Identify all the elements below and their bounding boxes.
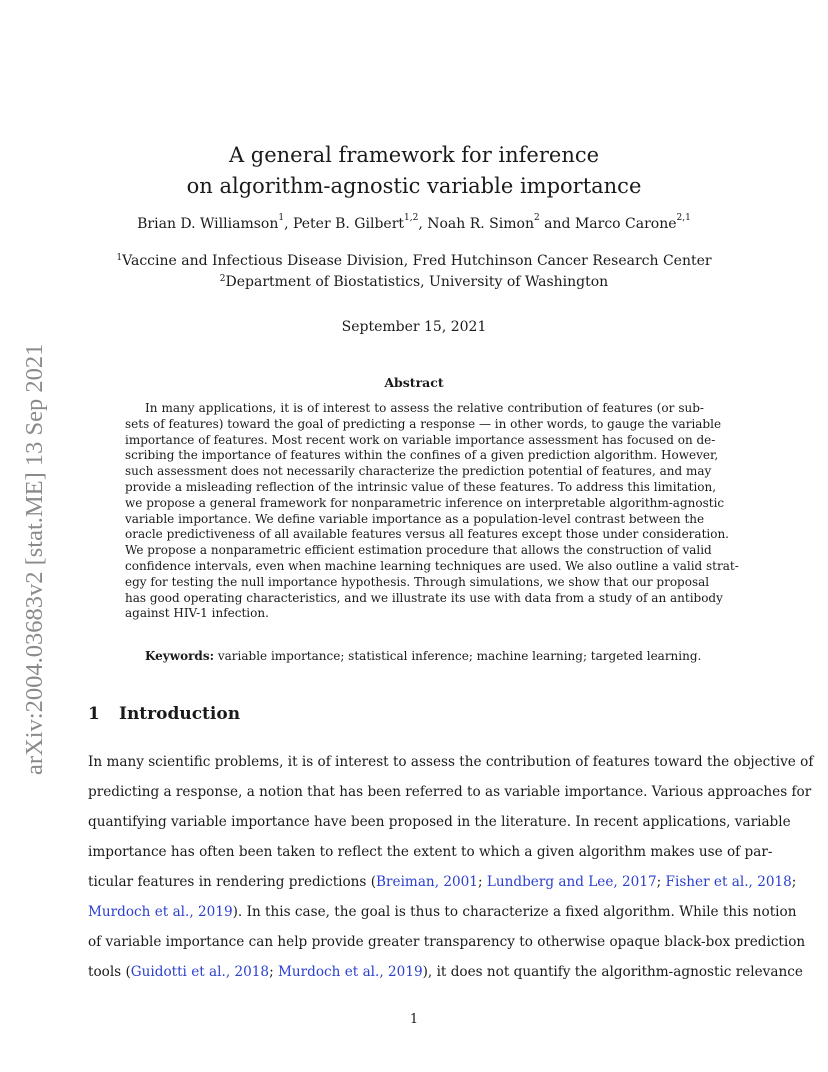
author-affil-sup: 1	[278, 213, 285, 223]
author-name: Brian D. Williamson	[137, 216, 279, 232]
abstract-line: egy for testing the null importance hypothesis. Through simulations, we show that our proposal	[125, 574, 710, 589]
abstract-line: importance of features. Most recent work on variable importance assessment has focused on de-	[125, 432, 716, 447]
affiliation-2	[110, 272, 718, 293]
abstract-line: scribing the importance of features within the confines of a given prediction algorithm. However,	[125, 448, 719, 463]
affil-sup: 1	[116, 253, 123, 263]
abstract-line: sets of features) toward the goal of predicting a response — in other words, to gauge the variable	[125, 416, 722, 431]
author-list	[110, 213, 718, 232]
body-line: importance has often been taken to reflect the extent to which a given algorithm makes use of par-	[88, 844, 773, 860]
section-heading	[88, 704, 240, 724]
body-text-span: ). In this case, the goal is thus to characterize a fixed algorithm. While this notion	[232, 904, 797, 920]
author-name: Noah R. Simon	[427, 216, 534, 232]
abstract-line: variable importance. We define variable importance as a population-level contrast between the	[125, 511, 705, 526]
paper-title	[110, 140, 718, 202]
citation-link[interactable]: Lundberg and Lee, 2017	[486, 874, 657, 890]
body-text-span: ticular features in rendering predictions (	[88, 874, 377, 890]
arxiv-stamp: arXiv:2004.03683v2 [stat.ME] 13 Sep 2021	[21, 343, 48, 775]
body-text-span: ), it does not quantify the algorithm-agnostic relevance	[422, 964, 803, 980]
citation-link[interactable]: Breiman, 2001	[376, 874, 478, 890]
author-affil-sup: 2	[533, 213, 540, 223]
citation-link[interactable]: Guidotti et al., 2018	[130, 964, 270, 980]
body-line: quantifying variable importance have been proposed in the literature. In recent applications, variable	[88, 814, 791, 830]
body-line: predicting a response, a notion that has been referred to as variable importance. Various approaches for	[88, 784, 812, 800]
abstract-body	[125, 401, 739, 622]
author-sep: ,	[418, 216, 428, 232]
abstract-line: We propose a nonparametric efficient estimation procedure that allows the construction of valid	[125, 543, 712, 558]
citation-link[interactable]: Fisher et al., 2018	[665, 874, 792, 890]
body-line	[88, 900, 797, 930]
author-sep: and	[539, 216, 575, 232]
body-text-span: tools (	[88, 964, 131, 980]
affil-text: Department of Biostatistics, University of Washington	[225, 274, 609, 290]
author-name: Peter B. Gilbert	[292, 216, 405, 232]
citation-link[interactable]: Murdoch et al., 2019	[88, 904, 233, 920]
author-name: Marco Carone	[574, 216, 677, 232]
keywords-text: variable importance; statistical inference; machine learning; targeted learning.	[217, 649, 702, 663]
citation-link[interactable]: Murdoch et al., 2019	[278, 964, 423, 980]
title-line-1: A general framework for inference	[228, 143, 600, 167]
author-affil-sup: 2,1	[676, 213, 691, 223]
abstract-line: oracle predictiveness of all available features versus all features except those under consideration.	[125, 527, 729, 542]
body-line: ticular features in rendering predictions (Breiman, 2001; Lundberg and Lee, 2017; Fisher et al., 2018;	[88, 874, 797, 890]
page-number: 1	[409, 1012, 419, 1027]
affil-sup: 2	[219, 274, 226, 284]
body-line: of variable importance can help provide greater transparency to otherwise opaque black-box prediction	[88, 934, 806, 950]
section-title: Introduction	[119, 704, 241, 724]
section-number: 1	[88, 704, 100, 724]
keywords-label: Keywords:	[145, 649, 215, 663]
keywords	[145, 649, 701, 663]
paper-date: September 15, 2021	[341, 319, 487, 335]
abstract-line: we propose a general framework for nonparametric inference on interpretable algorithm-agnostic	[125, 495, 725, 510]
body-line: In many scientific problems, it is of interest to assess the contribution of features toward the objective of	[88, 754, 814, 770]
author-affil-sup: 1,2	[404, 213, 419, 223]
intro-paragraph	[88, 750, 814, 990]
abstract-line: In many applications, it is of interest to assess the relative contribution of features (or sub-	[145, 401, 704, 415]
abstract-line: confidence intervals, even when machine learning techniques are used. We also outline a valid strat-	[125, 558, 739, 573]
affil-text: Vaccine and Infectious Disease Division, Fred Hutchinson Cancer Research Center	[122, 253, 712, 269]
abstract-line: such assessment does not necessarily characterize the prediction potential of features, and may	[125, 464, 712, 479]
author-sep: ,	[284, 216, 293, 232]
affiliation-1	[110, 251, 718, 272]
abstract-line: provide a misleading reflection of the intrinsic value of these features. To address this limitation,	[125, 479, 717, 494]
title-line-2: on algorithm-agnostic variable importance	[186, 174, 642, 198]
abstract-line: against HIV-1 infection.	[125, 606, 269, 621]
abstract-heading: Abstract	[384, 375, 444, 390]
affiliations	[110, 251, 718, 293]
abstract-line: has good operating characteristics, and we illustrate its use with data from a study of an antibody	[125, 590, 723, 605]
body-line: tools (Guidotti et al., 2018; Murdoch et al., 2019), it does not quantify the algorithm-agnostic relevance	[88, 964, 803, 980]
